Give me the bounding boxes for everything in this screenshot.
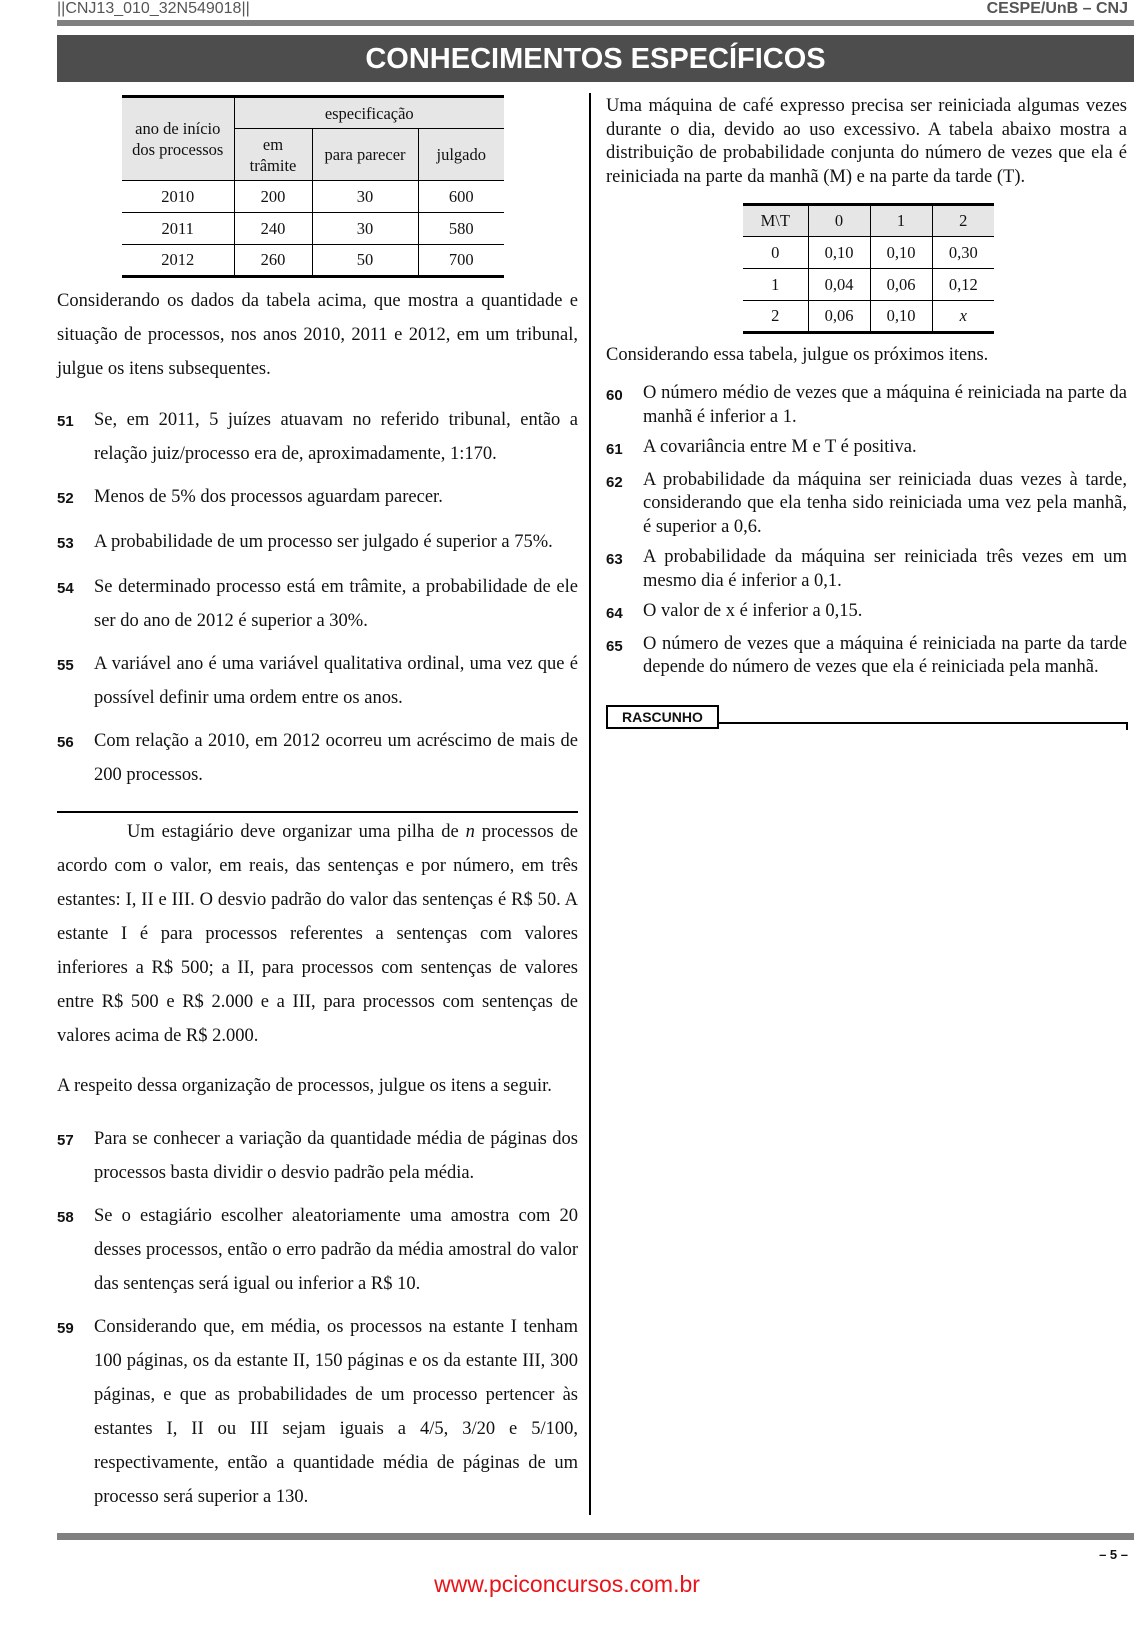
table-row [122,181,504,213]
coffee-intro: Uma máquina de café expresso precisa ser reiniciada algumas vezes durante o dia, devido ao uso excessivo. A tabela abaixo mostra a distribuição de probabilidade conjunta do número de vezes que ela é reiniciada na parte da manhã (M) e na parte da tarde (T). [606,96,1127,187]
processes-table [122,95,504,278]
question-number: 51 [57,413,74,430]
intro-text-2 [57,815,578,1053]
question-item [606,600,1127,626]
question-item [606,546,1127,593]
question-item [606,436,1127,462]
question-text: Se determinado processo está em trâmite, a probabilidade de ele ser do ano de 2012 é superior a 30%. [94,577,578,631]
question-text: A variável ano é uma variável qualitativa ordinal, uma vez que é possível definir uma ordem entre os anos. [94,654,578,708]
question-number: 52 [57,490,74,507]
question-item [606,633,1127,680]
question-number: 64 [606,605,623,622]
cell: 30 [312,213,418,245]
question-item [57,403,578,471]
intro-text-1: Considerando os dados da tabela acima, que mostra a quantidade e situação de processos, nos anos 2010, 2011 e 2012, em um tribunal, julgue os itens subsequentes. [57,291,578,379]
row-header: ano de início dos processos [122,97,234,181]
question-text: Para se conhecer a variação da quantidade média de páginas dos processos basta dividir o desvio padrão pela média. [94,1129,578,1183]
cell: 2011 [122,213,234,245]
joint-probability-table [743,203,994,334]
cell: 0,10 [870,301,932,333]
question-number: 56 [57,734,74,751]
draft-rule [718,722,1128,724]
col-header: para parecer [312,129,418,181]
cell: 260 [234,245,312,277]
cell: 50 [312,245,418,277]
cell: 200 [234,181,312,213]
top-rule [57,20,1134,26]
col-header: julgado [418,129,504,181]
question-text: O número médio de vezes que a máquina é reiniciada na parte da manhã é inferior a 1. [643,383,1127,427]
source-link[interactable]: www.pciconcursos.com.br [434,1571,700,1597]
page-number: – 5 – [1099,1547,1128,1562]
cell: 0,06 [808,301,870,333]
cell: 2 [743,301,808,333]
cell: 1 [743,269,808,301]
cell: 0,04 [808,269,870,301]
question-item [57,1122,578,1190]
intro-text-3: A respeito dessa organização de processos, julgue os itens a seguir. [57,1076,552,1096]
group-header: especificação [234,97,504,129]
question-text: A covariância entre M e T é positiva. [643,437,917,457]
question-number: 62 [606,473,623,491]
question-number: 61 [606,441,623,458]
table-row [122,245,504,277]
intro-text-2a: Um estagiário deve organizar uma pilha de [127,822,466,842]
question-text: Se o estagiário escolher aleatoriamente uma amostra com 20 desses processos, então o erro padrão da média amostral do valor das sentenças será igual ou inferior a R$ 10. [94,1206,578,1294]
question-number: 60 [606,387,623,404]
draft-label: RASCUNHO [606,705,719,729]
question-item [606,382,1127,429]
question-item [57,480,578,516]
cell: x [932,301,994,333]
cell: 600 [418,181,504,213]
bottom-rule [57,1533,1134,1540]
cell: 2010 [122,181,234,213]
items-57-59 [57,1122,578,1523]
items-51-56 [57,403,578,801]
cell: 240 [234,213,312,245]
variable-n: n [465,822,475,842]
cell: 0 [808,205,870,237]
col-header: em trâmite [234,129,312,181]
question-number: 65 [606,637,623,655]
table-row [743,237,994,269]
question-number: 53 [57,535,74,552]
table-header-row [743,205,994,237]
question-number: 55 [57,657,74,674]
question-item [57,570,578,638]
cell: 2 [932,205,994,237]
items-60-65 [606,382,1127,687]
exam-org: CESPE/UnB – CNJ [986,0,1128,17]
question-number: 63 [606,551,623,568]
question-number: 57 [57,1132,74,1149]
coffee-intro-2: Considerando essa tabela, julgue os próximos itens. [606,345,989,365]
section-rule [57,811,578,813]
question-item [57,525,578,561]
cell: 30 [312,181,418,213]
cell: 0,10 [808,237,870,269]
question-item [57,647,578,715]
column-divider [589,93,591,1515]
question-number: 59 [57,1320,74,1337]
table-row [122,213,504,245]
draft-rule-tick [1126,722,1128,730]
table-row [743,269,994,301]
cell: 0 [743,237,808,269]
question-item [606,469,1127,540]
question-text: A probabilidade da máquina ser reiniciada três vezes em um mesmo dia é inferior a 0,1. [643,547,1127,591]
cell: 1 [870,205,932,237]
question-item [57,1310,578,1514]
cell: M\T [743,205,808,237]
question-text: A probabilidade de um processo ser julgado é superior a 75%. [94,532,553,552]
table-row [743,301,994,333]
question-number: 58 [57,1209,74,1226]
cell: 0,10 [870,237,932,269]
cell: 0,06 [870,269,932,301]
cell: 0,12 [932,269,994,301]
cell: 700 [418,245,504,277]
cell: 0,30 [932,237,994,269]
question-text: Se, em 2011, 5 juízes atuavam no referido tribunal, então a relação juiz/processo era de, aproximadamente, 1:170. [94,410,578,464]
question-text: Considerando que, em média, os processos na estante I tenham 100 páginas, os da estante II, 150 páginas e os da estante III, 300 páginas, e que as probabilidades de um processo pertencer às estantes I, II ou III sejam iguais a 4/5, 3/20 e 5/100, respectivamente, então a quantidade média de páginas de um processo será superior a 130. [94,1317,578,1507]
question-text: O número de vezes que a máquina é reiniciada na parte da tarde depende do número de vezes que ela é reiniciada pela manhã. [643,633,1127,677]
question-item [57,724,578,792]
exam-code: ||CNJ13_010_32N549018|| [57,0,250,17]
question-text: Menos de 5% dos processos aguardam parecer. [94,487,443,507]
question-text: Com relação a 2010, em 2012 ocorreu um acréscimo de mais de 200 processos. [94,731,578,785]
intro-text-2b: processos de acordo com o valor, em reais, das sentenças e por número, em três estantes: I, II e III. O desvio padrão do valor das sentenças é R$ 50. A estante I é para processos referentes a sentenças com valores inferiores a R$ 500; a II, para processos com sentenças de valores entre R$ 500 e R$ 2.000 e a III, para processos com sentenças de valores acima de R$ 2.000. [57,822,578,1046]
question-item [57,1199,578,1301]
cell: 580 [418,213,504,245]
question-text: A probabilidade da máquina ser reiniciada duas vezes à tarde, considerando que ela tenha sido reiniciada uma vez pela manhã, é superior a 0,6. [643,469,1127,537]
cell: 2012 [122,245,234,277]
question-text: O valor de x é inferior a 0,15. [643,601,863,621]
section-title: CONHECIMENTOS ESPECÍFICOS [57,35,1134,82]
question-number: 54 [57,580,74,597]
